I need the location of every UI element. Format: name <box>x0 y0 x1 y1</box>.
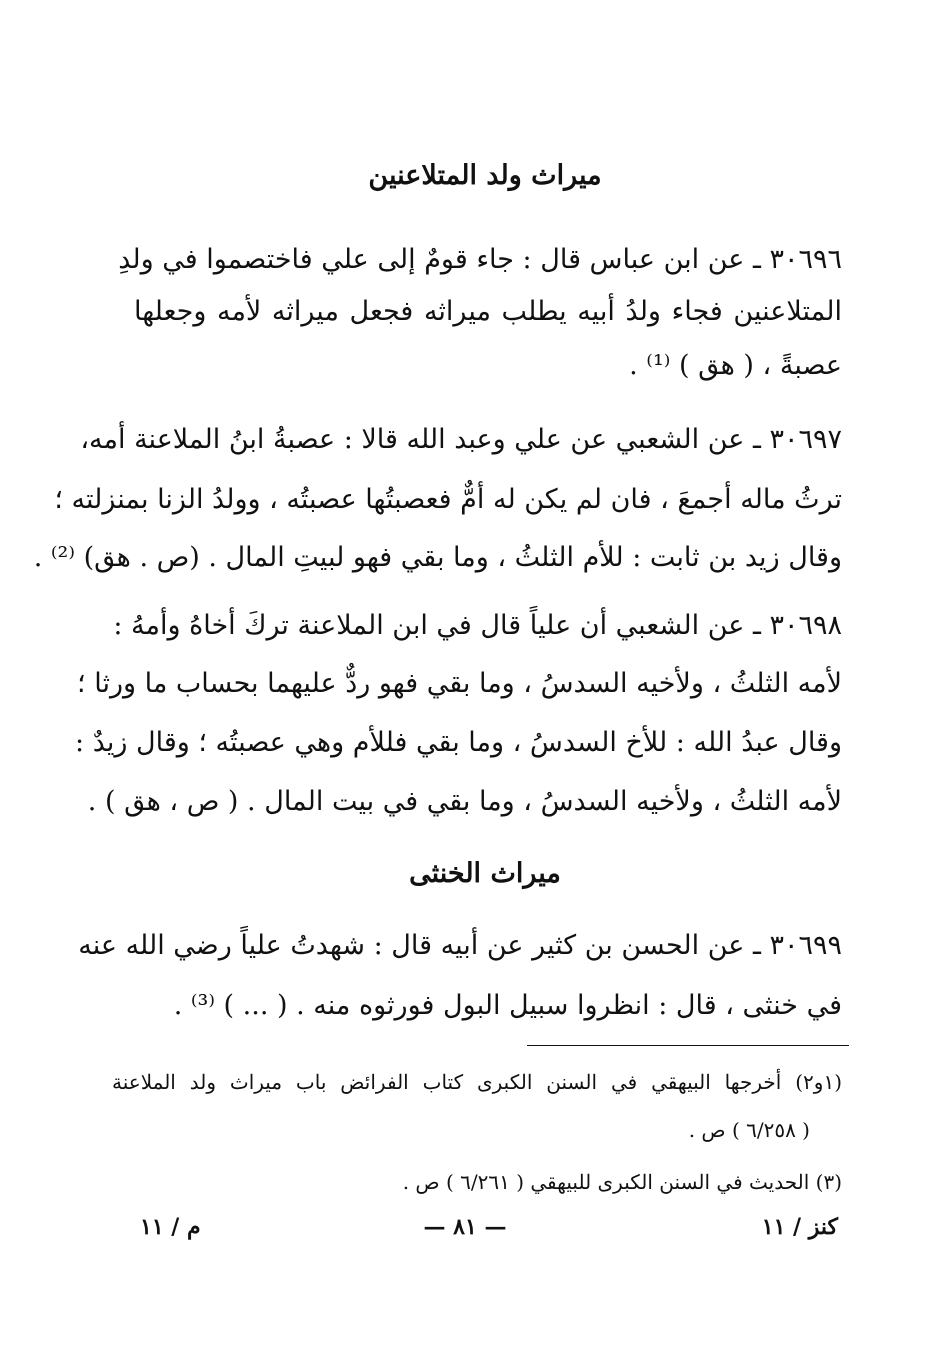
text-line: عصبةً ، ( هق ) ⁽¹⁾ . <box>629 350 842 381</box>
text-line: المتلاعنين فجاء ولدُ أبيه يطلب ميراثه فجعل ميراثه لأمه وجعلها <box>134 296 842 327</box>
text-line: ترثُ ماله أجمعَ ، فان لم يكن له أمٌّ فعصبتُها عصبتُه ، وولدُ الزنا بمنزلته ؛ <box>54 484 842 515</box>
text-line: ٣٠٦٩٧ ـ عن الشعبي عن علي وعبد الله قالا : عصبةُ ابنُ الملاعنة أمه، <box>80 424 842 455</box>
footnote-divider <box>527 1045 849 1046</box>
footer-volume-ref: كنز / ١١ <box>761 1214 838 1240</box>
text-line: ٣٠٦٩٩ ـ عن الحسن بن كثير عن أبيه قال : شهدتُ علياً رضي الله عنه <box>78 930 842 961</box>
footer-section-ref: م / ١١ <box>140 1214 201 1240</box>
footnote-line: (١و٢) أخرجها البيهقي في السنن الكبرى كتاب الفرائض باب ميراث ولد الملاعنة <box>112 1070 842 1094</box>
page-number: — ٨١ — <box>423 1214 507 1240</box>
text-line: وقال زيد بن ثابت : للأم الثلثُ ، وما بقي فهو لبيتِ المال . (ص . هق) ⁽²⁾ . <box>33 542 842 573</box>
footnote-line: ( ٦/٢٥٨ ) ص . <box>688 1118 810 1142</box>
text-line: في خنثى ، قال : انظروا سبيل البول فورثوه منه . ( ... ) ⁽³⁾ . <box>173 990 842 1021</box>
section-heading-khuntha: ميراث الخنثى <box>409 858 561 889</box>
footnote-line: (٣) الحديث في السنن الكبرى للبيهقي ( ٦/٢٦١ ) ص . <box>402 1170 842 1194</box>
text-line: ٣٠٦٩٦ ـ عن ابن عباس قال : جاء قومٌ إلى علي فاختصموا في ولدِ <box>118 244 842 275</box>
text-line: لأمه الثلثُ ، ولأخيه السدسُ ، وما بقي في بيت المال . ( ص ، هق ) . <box>87 786 842 817</box>
section-heading-mulaanah: ميراث ولد المتلاعنين <box>368 160 602 191</box>
text-line: ٣٠٦٩٨ ـ عن الشعبي أن علياً قال في ابن الملاعنة تركَ أخاهُ وأمهُ : <box>113 610 842 641</box>
text-line: لأمه الثلثُ ، ولأخيه السدسُ ، وما بقي فهو ردٌّ عليهما بحساب ما ورثا ؛ <box>77 668 842 699</box>
text-line: وقال عبدُ الله : للأخ السدسُ ، وما بقي فللأم وهي عصبتُه ؛ وقال زيدٌ : <box>75 727 842 758</box>
